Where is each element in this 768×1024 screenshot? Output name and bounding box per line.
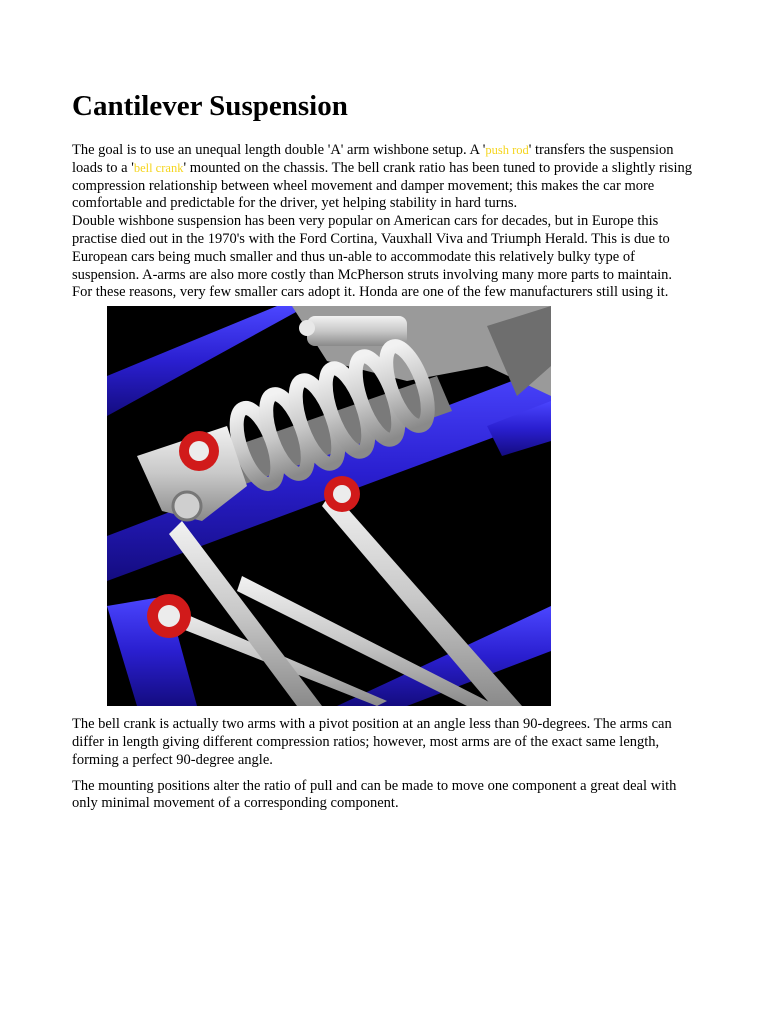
suspension-render-image bbox=[107, 306, 551, 706]
paragraph-reasons: For these reasons, very few smaller cars adopt it. Honda are one of the few manufacturers still using it. bbox=[72, 284, 669, 301]
paragraph-double-wishbone: Double wishbone suspension has been very popular on American cars for decades, but in Europe this practise died out in the 1970's with the Ford Cortina, Vauxhall Viva and Triumph Herald. This is due to European cars being much smaller and thus un-able to accommodate this relatively bulky type of suspension. A-arms are also more costly than McPherson struts involving many more parts to maintain. bbox=[72, 213, 673, 283]
paragraph-bell-crank: The bell crank is actually two arms with a pivot position at an angle less than 90-degrees. The arms can differ in length giving different compression ratios; however, most arms are of the exact same length, forming a perfect 90-degree angle. bbox=[72, 716, 672, 768]
intro-text-end: ' mounted on the chassis. The bell crank ratio has been tuned to provide a slightly rising compression relationship between wheel movement and damper movement; this makes the car more comfortable and predictable for the driver, yet helping stability in hard turns. bbox=[72, 159, 692, 212]
page-title: Cantilever Suspension bbox=[72, 90, 348, 122]
paragraph-mounting: The mounting positions alter the ratio of pull and can be made to move one component a great deal with only minimal movement of a corresponding component. bbox=[72, 777, 677, 812]
intro-text-start: The goal is to use an unequal length double 'A' arm wishbone setup. A ' bbox=[72, 142, 486, 158]
intro-text-mid: ' transfers the suspension loads to a ' bbox=[72, 142, 674, 176]
paragraph-intro bbox=[72, 142, 702, 213]
bell-crank-link[interactable]: bell crank bbox=[133, 160, 184, 175]
article bbox=[72, 88, 702, 821]
push-rod-link[interactable]: push rod bbox=[485, 143, 529, 157]
